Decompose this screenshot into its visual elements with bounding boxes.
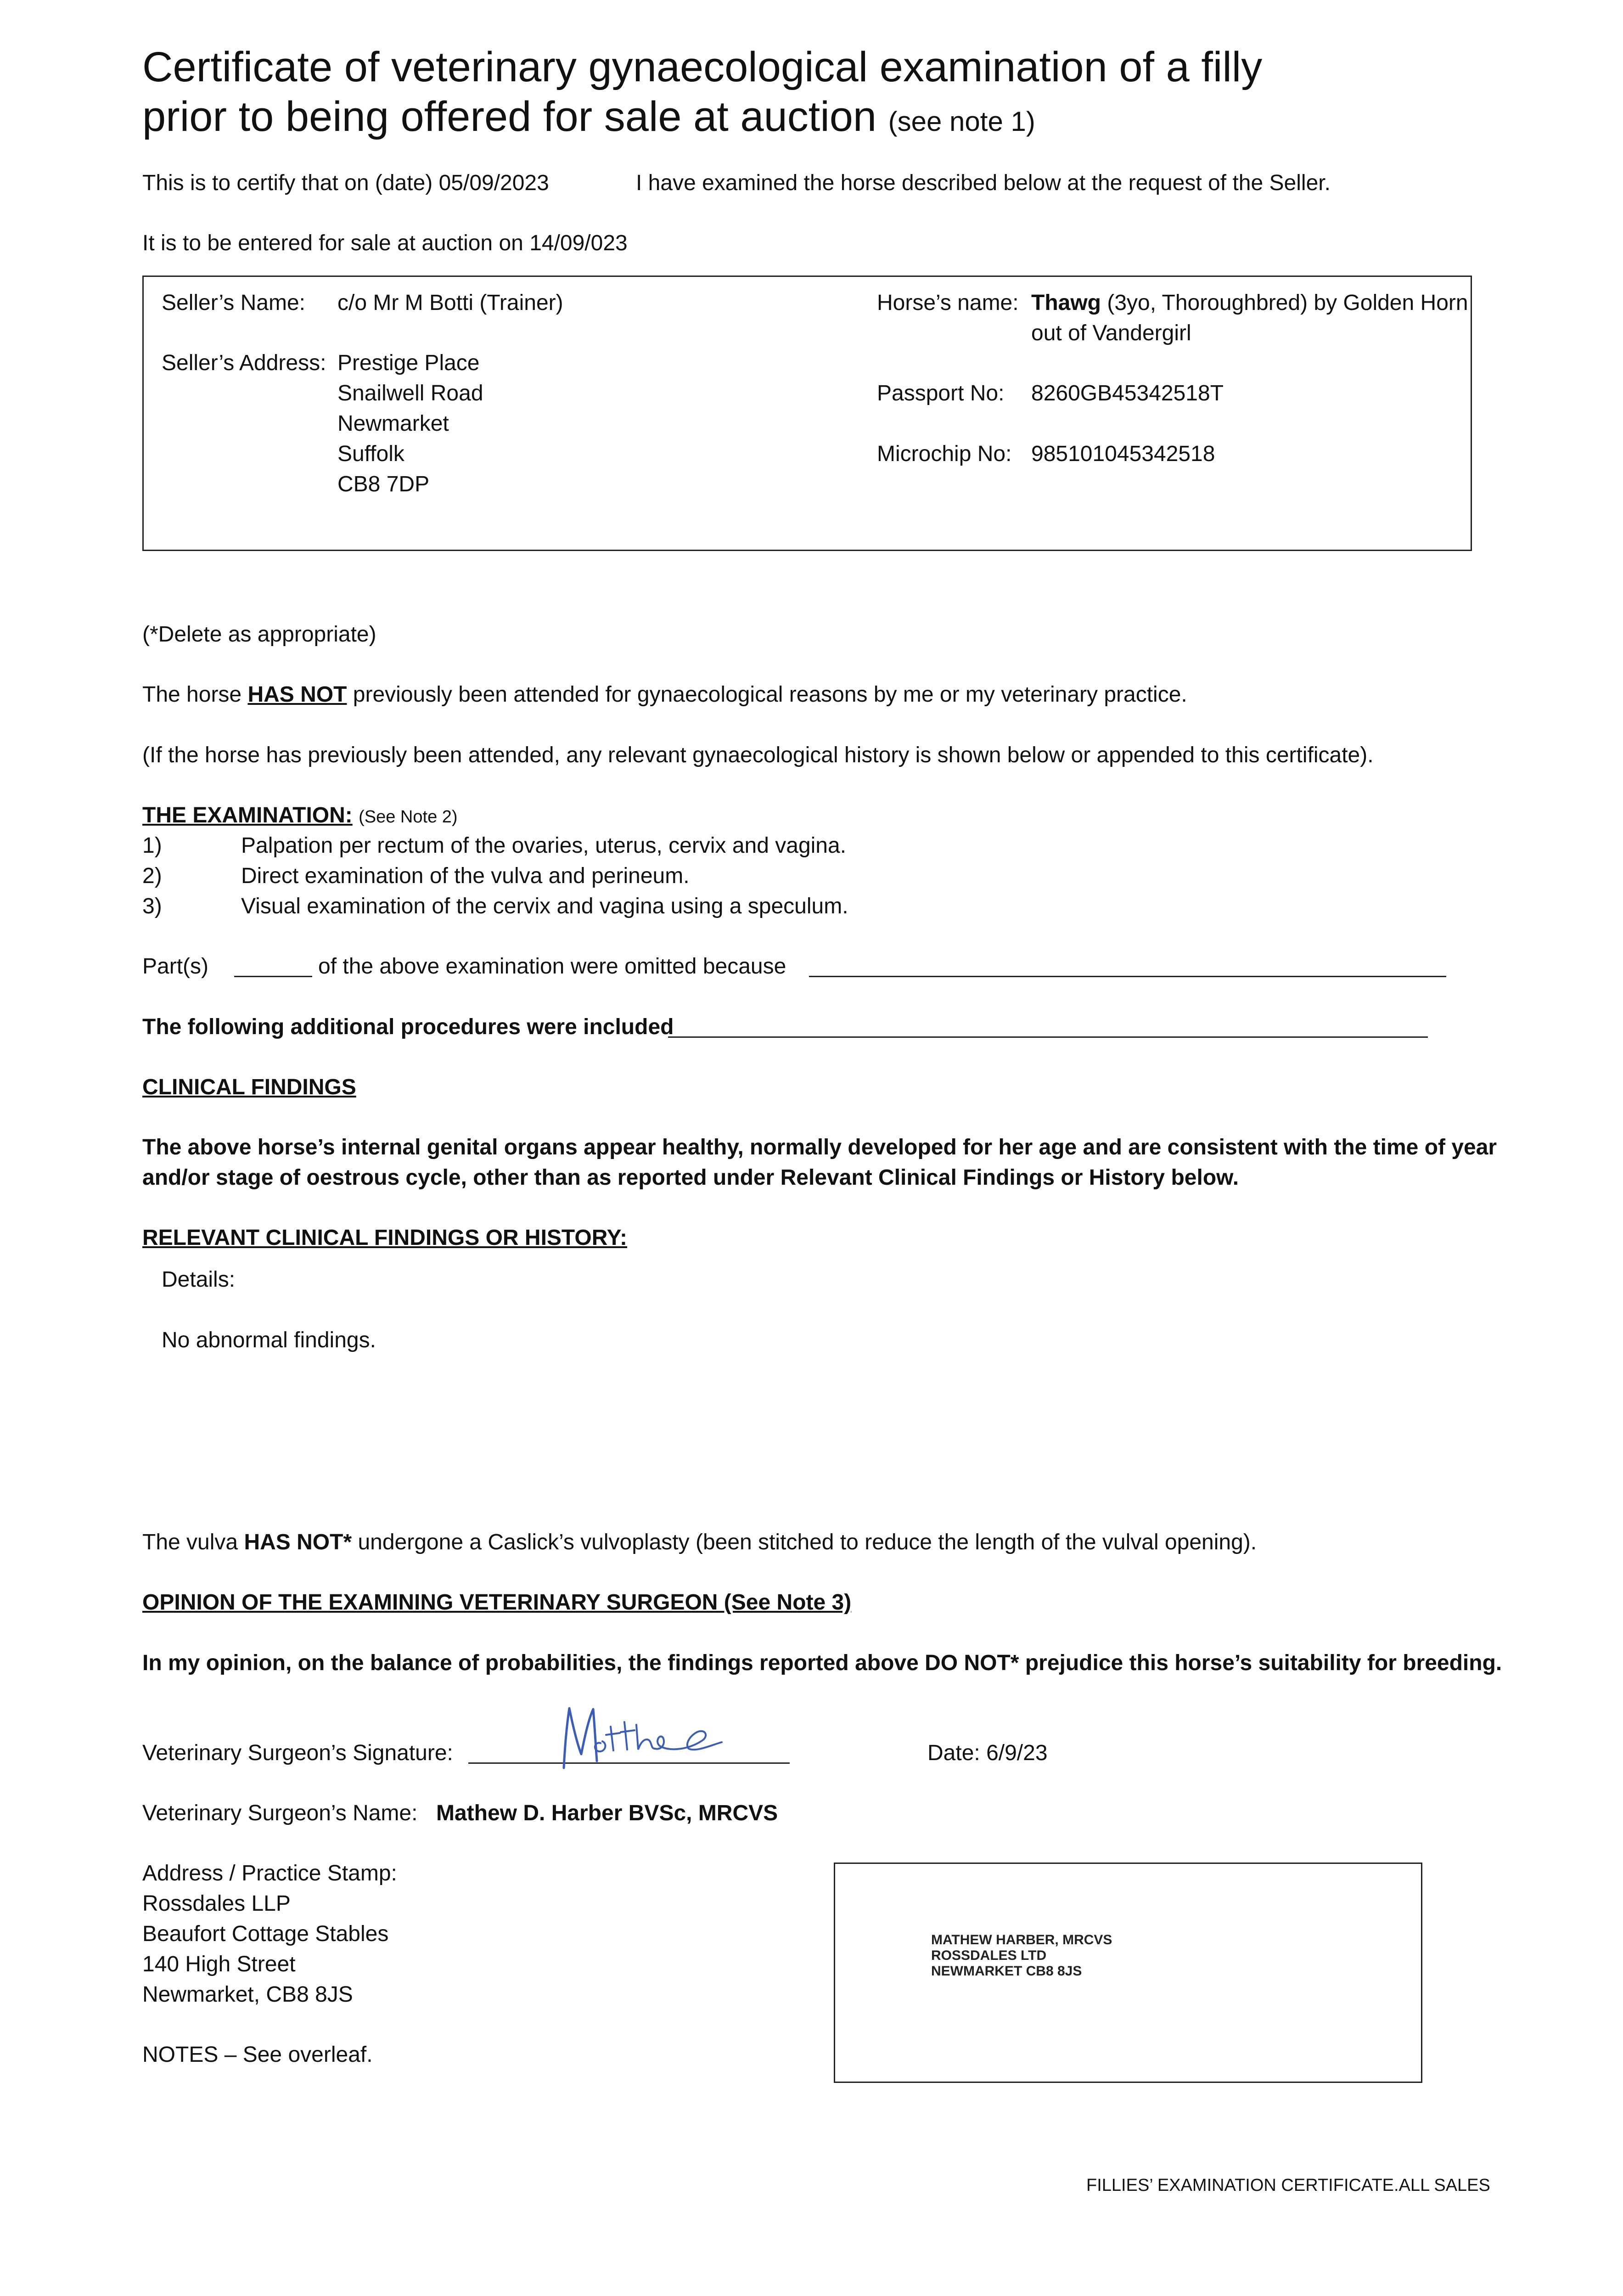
vulva-post: undergone a Caslick’s vulvoplasty (been stitched to reduce the length of the vulval opening). xyxy=(352,1530,1257,1554)
certify-date-text: This is to certify that on (date) 05/09/2023 xyxy=(142,171,549,195)
vet-name-label: Veterinary Surgeon’s Name: xyxy=(142,1801,418,1825)
address-stamp-label: Address / Practice Stamp: xyxy=(142,1861,397,1885)
exam-heading: THE EXAMINATION: xyxy=(142,803,353,827)
horse-name-rest: (3yo, Thoroughbred) by Golden Horn xyxy=(1101,291,1468,315)
exam-note: (See Note 2) xyxy=(359,807,458,827)
horse-name-label: Horse’s name: xyxy=(877,291,1019,315)
practice-address-line: Newmarket, CB8 8JS xyxy=(142,1982,353,2007)
stamp-line: ROSSDALES LTD xyxy=(931,1948,1047,1963)
notes-text: NOTES – See overleaf. xyxy=(142,2043,373,2067)
attended-pre: The horse xyxy=(142,682,248,707)
seller-address-line: Suffolk xyxy=(337,442,404,466)
vulva-pre: The vulva xyxy=(142,1530,244,1554)
omitted-reason-blank xyxy=(809,976,1446,977)
seller-name-value: c/o Mr M Botti (Trainer) xyxy=(337,291,563,315)
practice-address-line: Rossdales LLP xyxy=(142,1891,291,1916)
title-note: (see note 1) xyxy=(888,106,1035,137)
horse-dam-line: out of Vandergirl xyxy=(1031,321,1191,345)
opinion-text: In my opinion, on the balance of probabilities, the findings reported above DO NOT* prejudice this horse’s suitability for breeding. xyxy=(142,1651,1502,1675)
attended-statement xyxy=(142,680,1187,710)
exam-item-text: Direct examination of the vulva and perineum. xyxy=(241,864,690,888)
practice-address-line: Beaufort Cottage Stables xyxy=(142,1922,389,1946)
omitted-parts-blank xyxy=(234,976,312,977)
vet-name-value: Mathew D. Harber BVSc, MRCVS xyxy=(436,1801,778,1825)
attended-post: previously been attended for gynaecological reasons by me or my veterinary practice. xyxy=(347,682,1187,707)
exam-item-text: Palpation per rectum of the ovaries, uterus, cervix and vagina. xyxy=(241,833,847,858)
exam-item-text: Visual examination of the cervix and vagina using a speculum. xyxy=(241,894,848,918)
examined-text: I have examined the horse described below at the request of the Seller. xyxy=(636,171,1331,195)
vulva-statement xyxy=(142,1527,1257,1558)
title-line-2-text: prior to being offered for sale at auction xyxy=(142,93,877,140)
practice-stamp-box xyxy=(834,1863,1422,2083)
details-value: No abnormal findings. xyxy=(162,1328,376,1352)
clinical-findings-line-1: The above horse’s internal genital organs appear healthy, normally developed for her age and are consistent with the time of year xyxy=(142,1135,1497,1159)
clinical-findings-line-2: and/or stage of oestrous cycle, other than as reported under Relevant Clinical Findings or History below. xyxy=(142,1165,1239,1190)
passport-value: 8260GB45342518T xyxy=(1031,381,1224,405)
seller-address-line: CB8 7DP xyxy=(337,472,430,496)
practice-address-line: 140 High Street xyxy=(142,1952,296,1976)
horse-name-bold: Thawg xyxy=(1031,291,1101,315)
microchip-label: Microchip No: xyxy=(877,442,1012,466)
relevant-findings-heading: RELEVANT CLINICAL FINDINGS OR HISTORY: xyxy=(142,1226,628,1250)
vulva-bold: HAS NOT* xyxy=(244,1530,352,1554)
title-line-1: Certificate of veterinary gynaecological examination of a filly xyxy=(142,44,1263,90)
seller-name-label: Seller’s Name: xyxy=(162,291,306,315)
clinical-findings-heading: CLINICAL FINDINGS xyxy=(142,1075,356,1099)
passport-label: Passport No: xyxy=(877,381,1005,405)
signature-graphic xyxy=(551,1699,725,1773)
attended-bold: HAS NOT xyxy=(247,682,347,707)
delete-note: (*Delete as appropriate) xyxy=(142,622,376,647)
horse-name-value xyxy=(1031,288,1468,318)
seller-address-line: Newmarket xyxy=(337,411,449,436)
exam-item-number: 2) xyxy=(142,864,162,888)
signature-label: Veterinary Surgeon’s Signature: xyxy=(142,1741,453,1765)
details-label: Details: xyxy=(162,1267,236,1292)
seller-address-line: Snailwell Road xyxy=(337,381,483,405)
additional-procedures-blank xyxy=(668,1036,1428,1038)
signature-date: Date: 6/9/23 xyxy=(927,1741,1048,1765)
history-note: (If the horse has previously been attended, any relevant gynaecological history is shown below or appended to this certificate). xyxy=(142,743,1374,767)
title-line-2 xyxy=(142,92,1035,146)
auction-date-text: It is to be entered for sale at auction on 14/09/023 xyxy=(142,231,628,255)
exam-item-number: 3) xyxy=(142,894,162,918)
seller-address-line: Prestige Place xyxy=(337,351,480,375)
stamp-line: NEWMARKET CB8 8JS xyxy=(931,1964,1082,1979)
exam-heading-line xyxy=(142,800,458,832)
footer-text: FILLIES’ EXAMINATION CERTIFICATE.ALL SALES xyxy=(1086,2176,1490,2195)
omitted-mid: of the above examination were omitted because xyxy=(318,954,786,979)
omitted-pre: Part(s) xyxy=(142,954,208,979)
stamp-line: MATHEW HARBER, MRCVS xyxy=(931,1932,1112,1947)
opinion-heading: OPINION OF THE EXAMINING VETERINARY SURGEON (See Note 3) xyxy=(142,1590,852,1615)
microchip-value: 985101045342518 xyxy=(1031,442,1215,466)
additional-procedures-label: The following additional procedures were included xyxy=(142,1015,674,1039)
exam-item-number: 1) xyxy=(142,833,162,858)
seller-address-label: Seller’s Address: xyxy=(162,351,326,375)
